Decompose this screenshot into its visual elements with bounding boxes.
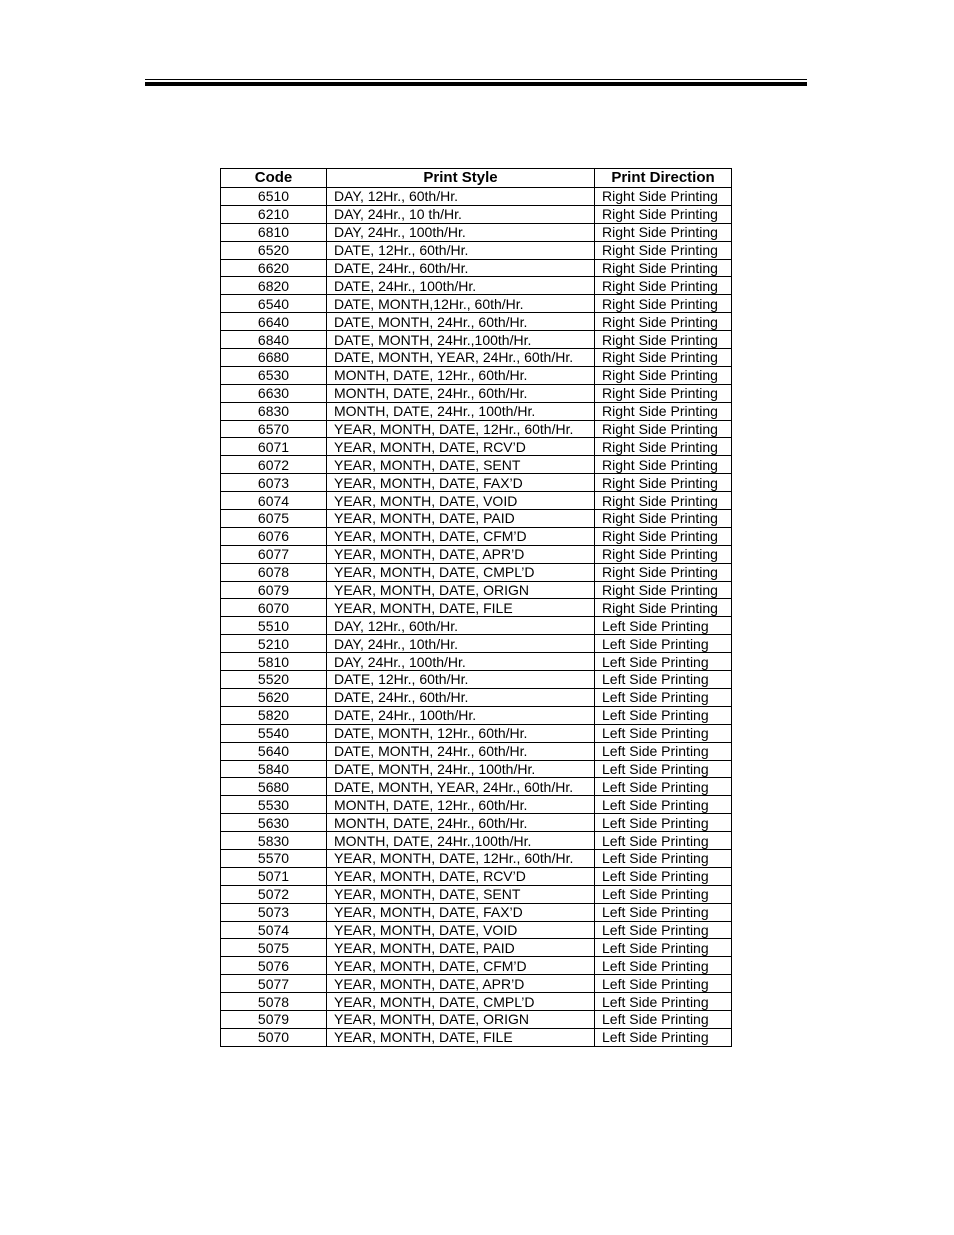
print-direction-cell: Left Side Printing [595, 867, 732, 885]
print-style-cell: YEAR, MONTH, DATE, FILE [327, 1028, 595, 1046]
table-row [221, 975, 732, 993]
code-cell: 5078 [221, 993, 327, 1011]
print-direction-cell: Left Side Printing [595, 993, 732, 1011]
print-style-cell: YEAR, MONTH, DATE, RCV’D [327, 867, 595, 885]
table-row [221, 223, 732, 241]
print-style-cell: DATE, 24Hr., 60th/Hr. [327, 259, 595, 277]
code-cell: 5079 [221, 1010, 327, 1028]
print-direction-cell: Right Side Printing [595, 349, 732, 367]
table-row [221, 671, 732, 689]
table-row [221, 456, 732, 474]
table-row [221, 563, 732, 581]
print-style-cell: DATE, 12Hr., 60th/Hr. [327, 671, 595, 689]
print-style-cell: DAY, 24Hr., 10th/Hr. [327, 635, 595, 653]
table-row [221, 349, 732, 367]
code-cell: 5077 [221, 975, 327, 993]
print-style-cell: MONTH, DATE, 24Hr., 60th/Hr. [327, 384, 595, 402]
table-row [221, 1028, 732, 1046]
print-direction-cell: Right Side Printing [595, 188, 732, 206]
print-style-cell: YEAR, MONTH, DATE, CMPL’D [327, 993, 595, 1011]
print-direction-cell: Left Side Printing [595, 849, 732, 867]
code-cell: 5620 [221, 688, 327, 706]
print-direction-cell: Left Side Printing [595, 796, 732, 814]
print-direction-cell: Right Side Printing [595, 527, 732, 545]
code-cell: 6810 [221, 223, 327, 241]
print-style-cell: YEAR, MONTH, DATE, PAID [327, 510, 595, 528]
print-style-cell: DATE, MONTH, 24Hr., 60th/Hr. [327, 742, 595, 760]
print-direction-cell: Right Side Printing [595, 510, 732, 528]
code-cell: 6540 [221, 295, 327, 313]
print-style-cell: YEAR, MONTH, DATE, APR’D [327, 545, 595, 563]
print-direction-cell: Right Side Printing [595, 277, 732, 295]
print-direction-cell: Left Side Printing [595, 957, 732, 975]
code-cell: 6570 [221, 420, 327, 438]
code-cell: 6620 [221, 259, 327, 277]
print-style-cell: DATE, MONTH, 24Hr., 100th/Hr. [327, 760, 595, 778]
print-direction-cell: Right Side Printing [595, 384, 732, 402]
table-row [221, 993, 732, 1011]
table-row [221, 1010, 732, 1028]
print-direction-cell: Left Side Printing [595, 688, 732, 706]
code-cell: 6071 [221, 438, 327, 456]
print-direction-cell: Right Side Printing [595, 563, 732, 581]
print-direction-cell: Right Side Printing [595, 223, 732, 241]
table-row [221, 474, 732, 492]
table-row [221, 653, 732, 671]
code-cell: 6680 [221, 349, 327, 367]
code-cell: 6210 [221, 205, 327, 223]
table-row [221, 438, 732, 456]
code-cell: 5074 [221, 921, 327, 939]
table-row [221, 832, 732, 850]
table-row [221, 885, 732, 903]
print-direction-cell: Left Side Printing [595, 724, 732, 742]
table-row [221, 617, 732, 635]
code-cell: 6820 [221, 277, 327, 295]
print-style-cell: YEAR, MONTH, DATE, VOID [327, 492, 595, 510]
table-row [221, 241, 732, 259]
print-direction-cell: Right Side Printing [595, 295, 732, 313]
print-style-cell: MONTH, DATE, 24Hr.,100th/Hr. [327, 832, 595, 850]
code-cell: 5520 [221, 671, 327, 689]
print-direction-cell: Right Side Printing [595, 313, 732, 331]
print-style-cell: DATE, 12Hr., 60th/Hr. [327, 241, 595, 259]
code-cell: 5830 [221, 832, 327, 850]
code-cell: 6075 [221, 510, 327, 528]
code-cell: 5530 [221, 796, 327, 814]
table-body [221, 188, 732, 1047]
print-style-cell: DAY, 24Hr., 100th/Hr. [327, 223, 595, 241]
code-cell: 6510 [221, 188, 327, 206]
header-rule-thin [145, 79, 807, 80]
table-row [221, 849, 732, 867]
print-direction-cell: Left Side Printing [595, 706, 732, 724]
print-style-cell: DATE, 24Hr., 100th/Hr. [327, 277, 595, 295]
print-direction-cell: Right Side Printing [595, 241, 732, 259]
table-row [221, 205, 732, 223]
table-row [221, 188, 732, 206]
table-row [221, 295, 732, 313]
table-row [221, 545, 732, 563]
table-row [221, 778, 732, 796]
print-direction-cell: Left Side Printing [595, 885, 732, 903]
print-direction-cell: Left Side Printing [595, 814, 732, 832]
code-cell: 6530 [221, 366, 327, 384]
header-print-style: Print Style [327, 169, 595, 188]
table-row [221, 331, 732, 349]
table-row [221, 527, 732, 545]
code-cell: 6077 [221, 545, 327, 563]
code-cell: 6073 [221, 474, 327, 492]
print-style-cell: MONTH, DATE, 24Hr., 100th/Hr. [327, 402, 595, 420]
code-cell: 5570 [221, 849, 327, 867]
code-cell: 6640 [221, 313, 327, 331]
table-row [221, 742, 732, 760]
print-direction-cell: Right Side Printing [595, 366, 732, 384]
table-row [221, 313, 732, 331]
code-cell: 6630 [221, 384, 327, 402]
print-style-cell: YEAR, MONTH, DATE, ORIGN [327, 581, 595, 599]
print-direction-cell: Left Side Printing [595, 921, 732, 939]
print-direction-cell: Left Side Printing [595, 832, 732, 850]
table-header-row [221, 169, 732, 188]
table-row [221, 384, 732, 402]
table-row [221, 706, 732, 724]
table-row [221, 402, 732, 420]
code-cell: 5630 [221, 814, 327, 832]
print-direction-cell: Right Side Printing [595, 492, 732, 510]
print-direction-cell: Left Side Printing [595, 742, 732, 760]
print-style-cell: DATE, MONTH,12Hr., 60th/Hr. [327, 295, 595, 313]
code-cell: 5540 [221, 724, 327, 742]
print-style-cell: YEAR, MONTH, DATE, RCV’D [327, 438, 595, 456]
print-direction-cell: Right Side Printing [595, 599, 732, 617]
table-row [221, 510, 732, 528]
print-direction-cell: Right Side Printing [595, 259, 732, 277]
print-style-cell: YEAR, MONTH, DATE, FAX’D [327, 474, 595, 492]
table-row [221, 796, 732, 814]
print-style-cell: DATE, MONTH, 24Hr.,100th/Hr. [327, 331, 595, 349]
print-style-cell: YEAR, MONTH, DATE, CFM’D [327, 527, 595, 545]
print-style-cell: DATE, MONTH, 24Hr., 60th/Hr. [327, 313, 595, 331]
code-cell: 6830 [221, 402, 327, 420]
print-style-cell: YEAR, MONTH, DATE, CFM’D [327, 957, 595, 975]
code-cell: 6079 [221, 581, 327, 599]
code-cell: 5076 [221, 957, 327, 975]
code-cell: 6840 [221, 331, 327, 349]
print-direction-cell: Left Side Printing [595, 617, 732, 635]
print-direction-cell: Left Side Printing [595, 1028, 732, 1046]
table-row [221, 688, 732, 706]
code-cell: 6072 [221, 456, 327, 474]
print-direction-cell: Left Side Printing [595, 778, 732, 796]
print-style-cell: YEAR, MONTH, DATE, FILE [327, 599, 595, 617]
print-style-cell: YEAR, MONTH, DATE, 12Hr., 60th/Hr. [327, 849, 595, 867]
print-style-cell: DATE, MONTH, YEAR, 24Hr., 60th/Hr. [327, 778, 595, 796]
print-direction-cell: Right Side Printing [595, 438, 732, 456]
print-direction-cell: Right Side Printing [595, 545, 732, 563]
print-style-cell: YEAR, MONTH, DATE, PAID [327, 939, 595, 957]
code-cell: 5680 [221, 778, 327, 796]
code-cell: 5072 [221, 885, 327, 903]
code-cell: 6078 [221, 563, 327, 581]
print-style-cell: YEAR, MONTH, DATE, CMPL’D [327, 563, 595, 581]
code-cell: 5820 [221, 706, 327, 724]
print-direction-cell: Left Side Printing [595, 939, 732, 957]
table-row [221, 635, 732, 653]
print-direction-cell: Left Side Printing [595, 903, 732, 921]
print-style-cell: DAY, 12Hr., 60th/Hr. [327, 617, 595, 635]
print-style-cell: MONTH, DATE, 12Hr., 60th/Hr. [327, 796, 595, 814]
code-cell: 5510 [221, 617, 327, 635]
code-cell: 5810 [221, 653, 327, 671]
code-cell: 5071 [221, 867, 327, 885]
print-direction-cell: Left Side Printing [595, 653, 732, 671]
table-row [221, 420, 732, 438]
print-style-cell: YEAR, MONTH, DATE, SENT [327, 885, 595, 903]
header-rule-thick [145, 82, 807, 86]
print-style-cell: DAY, 24Hr., 100th/Hr. [327, 653, 595, 671]
print-direction-cell: Right Side Printing [595, 474, 732, 492]
print-direction-cell: Right Side Printing [595, 205, 732, 223]
print-style-cell: YEAR, MONTH, DATE, ORIGN [327, 1010, 595, 1028]
code-cell: 6520 [221, 241, 327, 259]
print-style-cell: YEAR, MONTH, DATE, SENT [327, 456, 595, 474]
print-direction-cell: Right Side Printing [595, 581, 732, 599]
print-style-cell: DAY, 24Hr., 10 th/Hr. [327, 205, 595, 223]
table-row [221, 277, 732, 295]
print-style-cell: DATE, 24Hr., 60th/Hr. [327, 688, 595, 706]
print-code-table [220, 168, 732, 1047]
print-style-cell: DATE, MONTH, YEAR, 24Hr., 60th/Hr. [327, 349, 595, 367]
print-direction-cell: Left Side Printing [595, 635, 732, 653]
print-direction-cell: Left Side Printing [595, 1010, 732, 1028]
print-style-cell: YEAR, MONTH, DATE, 12Hr., 60th/Hr. [327, 420, 595, 438]
print-style-cell: YEAR, MONTH, DATE, VOID [327, 921, 595, 939]
table-row [221, 492, 732, 510]
header-code: Code [221, 169, 327, 188]
print-direction-cell: Left Side Printing [595, 760, 732, 778]
table-row [221, 599, 732, 617]
print-style-cell: DATE, 24Hr., 100th/Hr. [327, 706, 595, 724]
table-row [221, 921, 732, 939]
code-cell: 6074 [221, 492, 327, 510]
table-row [221, 724, 732, 742]
print-style-cell: MONTH, DATE, 24Hr., 60th/Hr. [327, 814, 595, 832]
print-style-cell: YEAR, MONTH, DATE, APR’D [327, 975, 595, 993]
print-direction-cell: Left Side Printing [595, 671, 732, 689]
print-direction-cell: Right Side Printing [595, 331, 732, 349]
code-cell: 5210 [221, 635, 327, 653]
table-row [221, 957, 732, 975]
code-cell: 5073 [221, 903, 327, 921]
header-print-direction: Print Direction [595, 169, 732, 188]
print-style-cell: DAY, 12Hr., 60th/Hr. [327, 188, 595, 206]
code-cell: 5840 [221, 760, 327, 778]
table-row [221, 814, 732, 832]
print-direction-cell: Left Side Printing [595, 975, 732, 993]
print-style-cell: MONTH, DATE, 12Hr., 60th/Hr. [327, 366, 595, 384]
print-direction-cell: Right Side Printing [595, 402, 732, 420]
code-cell: 5070 [221, 1028, 327, 1046]
table-row [221, 259, 732, 277]
table-row [221, 903, 732, 921]
table-row [221, 581, 732, 599]
print-style-cell: YEAR, MONTH, DATE, FAX’D [327, 903, 595, 921]
code-cell: 5640 [221, 742, 327, 760]
table-row [221, 366, 732, 384]
print-style-cell: DATE, MONTH, 12Hr., 60th/Hr. [327, 724, 595, 742]
print-direction-cell: Right Side Printing [595, 456, 732, 474]
code-cell: 6070 [221, 599, 327, 617]
code-cell: 6076 [221, 527, 327, 545]
table-row [221, 867, 732, 885]
table-row [221, 939, 732, 957]
code-cell: 5075 [221, 939, 327, 957]
table-row [221, 760, 732, 778]
print-direction-cell: Right Side Printing [595, 420, 732, 438]
